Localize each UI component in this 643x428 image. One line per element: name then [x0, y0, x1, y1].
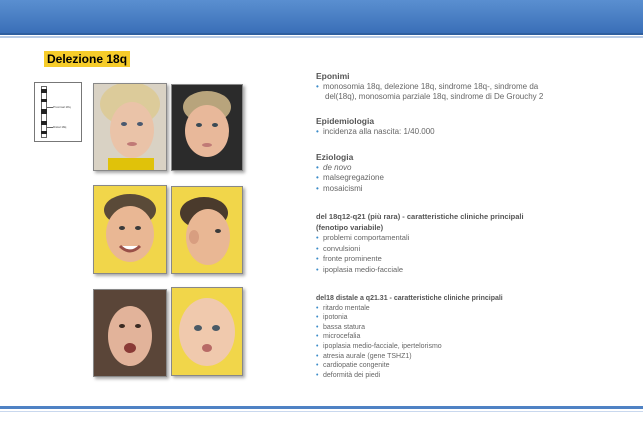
- distal-item: [316, 323, 576, 333]
- patient-photo-3: [93, 185, 167, 274]
- distal-heading: del18 distale a q21.31 - caratteristiche cliniche principali: [316, 295, 503, 302]
- page-title: Delezione 18q: [44, 51, 130, 67]
- epidemiologia-text: incidenza alla nascita: 1/40.000: [323, 126, 435, 136]
- distal-text: deformità dei piedi: [323, 371, 381, 379]
- distal-item: [316, 352, 576, 362]
- distal-item: [316, 304, 576, 314]
- eponimi-text: monosomia 18q, delezione 18q, sindrome 18q-, sindrome da: [323, 81, 539, 91]
- distal-text: microcefalia: [323, 333, 361, 341]
- chromosome-ideogram: [34, 82, 82, 142]
- distal-item: [316, 332, 576, 342]
- patient-photo-1: [93, 83, 167, 171]
- eponimi-item: [316, 82, 576, 93]
- section-eziologia: [316, 152, 556, 194]
- section-epidemiologia: [316, 116, 576, 137]
- proximal-item: [316, 233, 576, 244]
- distal-item: [316, 371, 576, 381]
- chromosome-band: [41, 131, 47, 134]
- distal-item: [316, 342, 576, 352]
- chromosome-band: [41, 99, 47, 102]
- eziologia-item: [316, 163, 556, 174]
- chromosome-band: [41, 121, 47, 125]
- distal-item: [316, 361, 576, 371]
- proximal-label: Proximal 18q: [53, 105, 71, 109]
- distal-text: ipotonia: [323, 314, 348, 322]
- eponimi-item-continuation: del(18q), monosomia parziale 18q, sindrome di De Grouchy 2: [325, 92, 544, 101]
- distal-text: bassa statura: [323, 323, 366, 331]
- proximal-text: fronte prominente: [323, 254, 382, 263]
- chromosome-band: [41, 109, 47, 114]
- proximal-subheading: (fenotipo variabile): [316, 222, 384, 232]
- epidemiologia-item: [316, 127, 576, 138]
- proximal-heading: del 18q12-q21 (più rara) - caratteristiche cliniche principali: [316, 212, 524, 221]
- distal-text: atresia aurale (gene TSHZ1): [323, 352, 412, 360]
- patient-photo-2: [171, 84, 243, 171]
- proximal-text: problemi comportamentali: [323, 233, 410, 242]
- eziologia-text: malsegregazione: [323, 173, 384, 182]
- distal-item: [316, 313, 576, 323]
- eponimi-heading: Eponimi: [316, 71, 350, 81]
- proximal-item: [316, 254, 576, 265]
- section-eponimi: [316, 71, 576, 103]
- patient-photo-5: [93, 289, 167, 377]
- epidemiologia-heading: Epidemiologia: [316, 116, 375, 126]
- distal-text: cardiopatie congenite: [323, 362, 390, 370]
- distal-text: ipoplasia medio-facciale, ipertelorismo: [323, 342, 442, 350]
- patient-photo-4: [171, 186, 243, 274]
- eziologia-heading: Eziologia: [316, 152, 354, 162]
- eziologia-item: [316, 184, 556, 195]
- footer-divider: [0, 411, 643, 412]
- proximal-item: [316, 244, 576, 255]
- distal-label: Distal 18q: [53, 125, 67, 129]
- proximal-text: ipoplasia medio-facciale: [323, 264, 404, 274]
- eziologia-text: de novo: [323, 162, 352, 172]
- proximal-item: [316, 265, 576, 276]
- footer-bar: [0, 406, 643, 409]
- proximal-text: convulsioni: [323, 243, 361, 253]
- chromosome-band: [41, 89, 47, 93]
- section-distal: [316, 294, 576, 380]
- eziologia-text: mosaicismi: [323, 183, 363, 193]
- section-proximal: [316, 212, 576, 275]
- eziologia-item: [316, 173, 556, 184]
- header-bar: [0, 0, 643, 35]
- patient-photo-6: [171, 287, 243, 376]
- distal-text: ritardo mentale: [323, 304, 370, 312]
- header-divider: [0, 36, 643, 38]
